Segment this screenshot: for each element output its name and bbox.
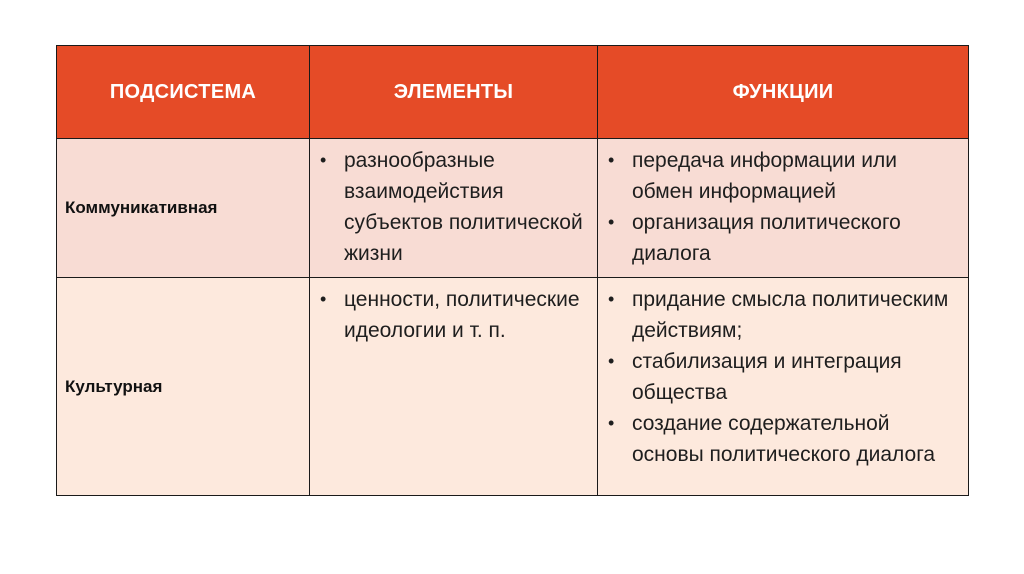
cell-subsystem-name: Коммуникативная (57, 139, 310, 278)
table-row-cultural (57, 278, 969, 496)
list-item-text: стабилизация и интеграция общества (632, 350, 902, 404)
list-item (598, 408, 960, 470)
bullet-icon: • (608, 351, 615, 371)
list-item-text: ценности, политические идеологии и т. п. (344, 288, 580, 342)
bullet-icon: • (608, 289, 615, 309)
cell-elements (310, 278, 598, 496)
list-item-text: организация политического диалога (632, 211, 901, 265)
list-item (598, 346, 960, 408)
list-item-text: разнообразные взаимодействия субъектов политической жизни (344, 149, 583, 265)
list-item-text: придание смысла политическим действиям; (632, 288, 949, 342)
header-subsystem: ПОДСИСТЕМА (57, 46, 310, 139)
functions-list (598, 284, 968, 470)
list-item (598, 207, 960, 269)
functions-list (598, 145, 968, 269)
table-header-row (57, 46, 969, 139)
list-item (598, 145, 960, 207)
cell-functions (598, 139, 969, 278)
list-item (598, 284, 960, 346)
subsystems-table-container (56, 45, 968, 495)
list-item-text: передача информации или обмен информацией (632, 149, 897, 203)
list-item-text: создание содержательной основы политического диалога (632, 412, 936, 466)
bullet-icon: • (608, 150, 615, 170)
elements-list (310, 284, 597, 346)
list-item (310, 284, 589, 346)
cell-elements (310, 139, 598, 278)
elements-list (310, 145, 597, 269)
header-elements: ЭЛЕМЕНТЫ (310, 46, 598, 139)
subsystems-table (56, 45, 969, 496)
bullet-icon: • (608, 212, 615, 232)
header-functions: ФУНКЦИИ (598, 46, 969, 139)
cell-functions (598, 278, 969, 496)
bullet-icon: • (320, 150, 327, 170)
bullet-icon: • (608, 413, 615, 433)
table-row-communicative (57, 139, 969, 278)
bullet-icon: • (320, 289, 327, 309)
cell-subsystem-name: Культурная (57, 278, 310, 496)
list-item (310, 145, 589, 269)
